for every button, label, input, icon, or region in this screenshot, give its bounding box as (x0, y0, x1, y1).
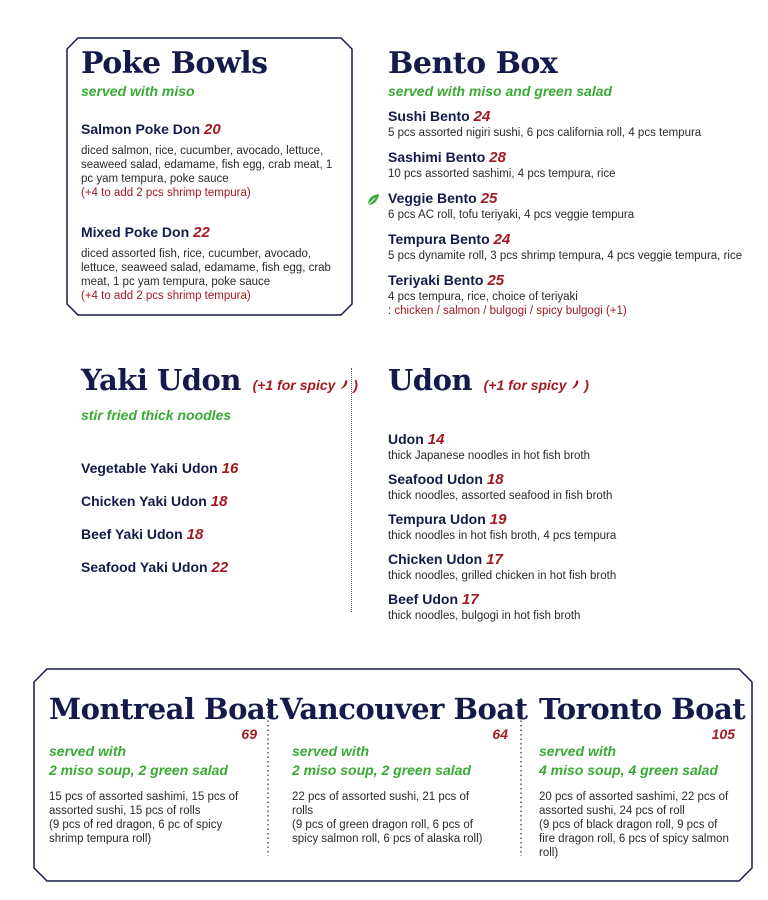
menu-item (388, 471, 758, 503)
udon-section (388, 362, 758, 623)
item-addon: chicken / salmon / bulgogi / spicy bulgogi (+1) (394, 305, 627, 317)
item-price: 25 (480, 190, 498, 207)
item-addon-prefix: : (388, 305, 395, 317)
item-name: Seafood Udon (388, 471, 483, 487)
bento-box-section (388, 47, 758, 318)
menu-item (388, 190, 758, 222)
boat-sub: served with (49, 743, 127, 759)
item-price: 18 (186, 526, 204, 543)
yaki-subtitle: stir fried thick noodles (81, 407, 232, 423)
item-desc: diced salmon, rice, cucumber, avocado, lettuce, seaweed salad, edamame, fish egg, crab meat, 1 pc yam tempura, poke sauce (81, 145, 333, 185)
item-price: 20 (204, 121, 221, 138)
yaki-udon-section (81, 362, 358, 577)
spicy-note-close: ) (349, 377, 358, 393)
bento-subtitle: served with miso and green salad (388, 83, 613, 99)
menu-item (81, 460, 346, 478)
item-name: Sushi Bento (388, 108, 470, 124)
section-divider (351, 368, 352, 612)
item-desc: 4 pcs tempura, rice, choice of teriyaki (388, 291, 578, 303)
item-price: 14 (427, 431, 445, 448)
boats-section (33, 668, 753, 882)
item-desc: thick Japanese noodles in hot fish broth (388, 450, 591, 462)
item-name: Tempura Bento (388, 231, 490, 247)
item-name: Tempura Udon (388, 511, 486, 527)
menu-item (81, 493, 346, 511)
boat-price: 69 (241, 726, 257, 742)
chili-pepper-icon (339, 379, 349, 390)
poke-bowls-section (66, 37, 353, 316)
item-name: Udon (388, 431, 424, 447)
item-desc: 6 pcs AC roll, tofu teriyaki, 4 pcs veggie tempura (388, 209, 635, 221)
leaf-icon (366, 193, 380, 207)
menu-item (81, 559, 346, 577)
item-name: Teriyaki Bento (388, 272, 484, 288)
boat-sub: served with (539, 743, 617, 759)
item-desc: thick noodles, bulgogi in hot fish broth (388, 610, 581, 622)
item-desc: 5 pcs dynamite roll, 3 pcs shrimp tempura, 4 pcs veggie tempura, rice (388, 250, 743, 262)
item-price: 24 (493, 231, 511, 248)
chili-pepper-icon (570, 379, 580, 390)
spicy-note: (+1 for spicy (252, 377, 340, 393)
item-name: Seafood Yaki Udon (81, 559, 208, 575)
item-price: 22 (193, 224, 210, 241)
item-desc: diced assorted fish, rice, cucumber, avocado, lettuce, seaweed salad, edamame, fish egg, crab meat, 1 pc yam tempura, poke sauce (81, 248, 331, 288)
boat-desc: 22 pcs of assorted sushi, 21 pcs of rolls (292, 791, 470, 817)
menu-item (388, 272, 758, 318)
menu-item (81, 526, 346, 544)
boat-desc: (9 pcs of green dragon roll, 6 pcs of spicy salmon roll, 6 pcs of alaska roll) (292, 819, 483, 845)
item-price: 25 (487, 272, 505, 289)
item-addon: (+4 to add 2 pcs shrimp tempura) (81, 290, 251, 302)
boat-sub: 2 miso soup, 2 green salad (49, 762, 228, 778)
boat-card (280, 692, 528, 846)
menu-item (388, 431, 758, 463)
menu-item (388, 511, 758, 543)
boat-sub: served with (292, 743, 370, 759)
item-price: 17 (462, 591, 479, 608)
item-price: 18 (486, 471, 504, 488)
item-name: Chicken Udon (388, 551, 483, 567)
boat-desc: (9 pcs of black dragon roll, 9 pcs of fire dragon roll, 6 pcs of spicy salmon roll) (539, 819, 729, 859)
boat-desc: 20 pcs of assorted sashimi, 22 pcs of assorted sushi, 24 pcs of roll (539, 791, 729, 817)
item-price: 17 (486, 551, 503, 568)
boat-card (49, 692, 279, 846)
item-addon: (+4 to add 2 pcs shrimp tempura) (81, 187, 251, 199)
boat-desc: (9 pcs of red dragon, 6 pc of spicy shrimp tempura roll) (49, 819, 223, 845)
boat-title: Montreal Boat (49, 692, 279, 726)
item-name: Salmon Poke Don (81, 121, 201, 137)
item-price: 22 (211, 559, 229, 576)
item-desc: thick noodles in hot fish broth, 4 pcs tempura (388, 530, 617, 542)
menu-item (81, 224, 341, 303)
item-price: 18 (210, 493, 228, 510)
yaki-title: Yaki Udon (81, 363, 241, 397)
poke-subtitle: served with miso (81, 83, 195, 99)
menu-item (388, 108, 758, 140)
udon-title: Udon (388, 363, 472, 397)
item-price: 24 (473, 108, 491, 125)
item-name: Chicken Yaki Udon (81, 493, 207, 509)
boat-sub: 2 miso soup, 2 green salad (292, 762, 471, 778)
spicy-note-close: ) (580, 377, 589, 393)
boat-card (539, 692, 746, 860)
item-desc: 10 pcs assorted sashimi, 4 pcs tempura, rice (388, 168, 616, 180)
menu-item (388, 149, 758, 181)
spicy-note: (+1 for spicy (483, 377, 571, 393)
bento-title: Bento Box (388, 46, 558, 81)
item-name: Vegetable Yaki Udon (81, 460, 218, 476)
menu-item (388, 231, 758, 263)
menu-item (81, 121, 341, 200)
boat-desc: 15 pcs of assorted sashimi, 15 pcs of assorted sushi, 15 pcs of rolls (49, 791, 239, 817)
item-name: Beef Yaki Udon (81, 526, 183, 542)
boat-sub: 4 miso soup, 4 green salad (539, 762, 718, 778)
boat-price: 64 (492, 726, 508, 742)
boat-title: Toronto Boat (539, 692, 746, 726)
item-price: 19 (489, 511, 507, 528)
item-desc: thick noodles, grilled chicken in hot fish broth (388, 570, 617, 582)
item-desc: thick noodles, assorted seafood in fish broth (388, 490, 613, 502)
item-name: Veggie Bento (388, 190, 477, 206)
menu-item (388, 551, 758, 583)
item-name: Mixed Poke Don (81, 224, 190, 240)
item-name: Sashimi Bento (388, 149, 486, 165)
poke-title: Poke Bowls (81, 46, 268, 81)
item-name: Beef Udon (388, 591, 458, 607)
menu-item (388, 591, 758, 623)
item-desc: 5 pcs assorted nigiri sushi, 6 pcs california roll, 4 pcs tempura (388, 127, 702, 139)
boat-price: 105 (711, 726, 735, 742)
item-price: 28 (489, 149, 506, 166)
boat-title: Vancouver Boat (280, 692, 528, 726)
item-price: 16 (221, 460, 239, 477)
